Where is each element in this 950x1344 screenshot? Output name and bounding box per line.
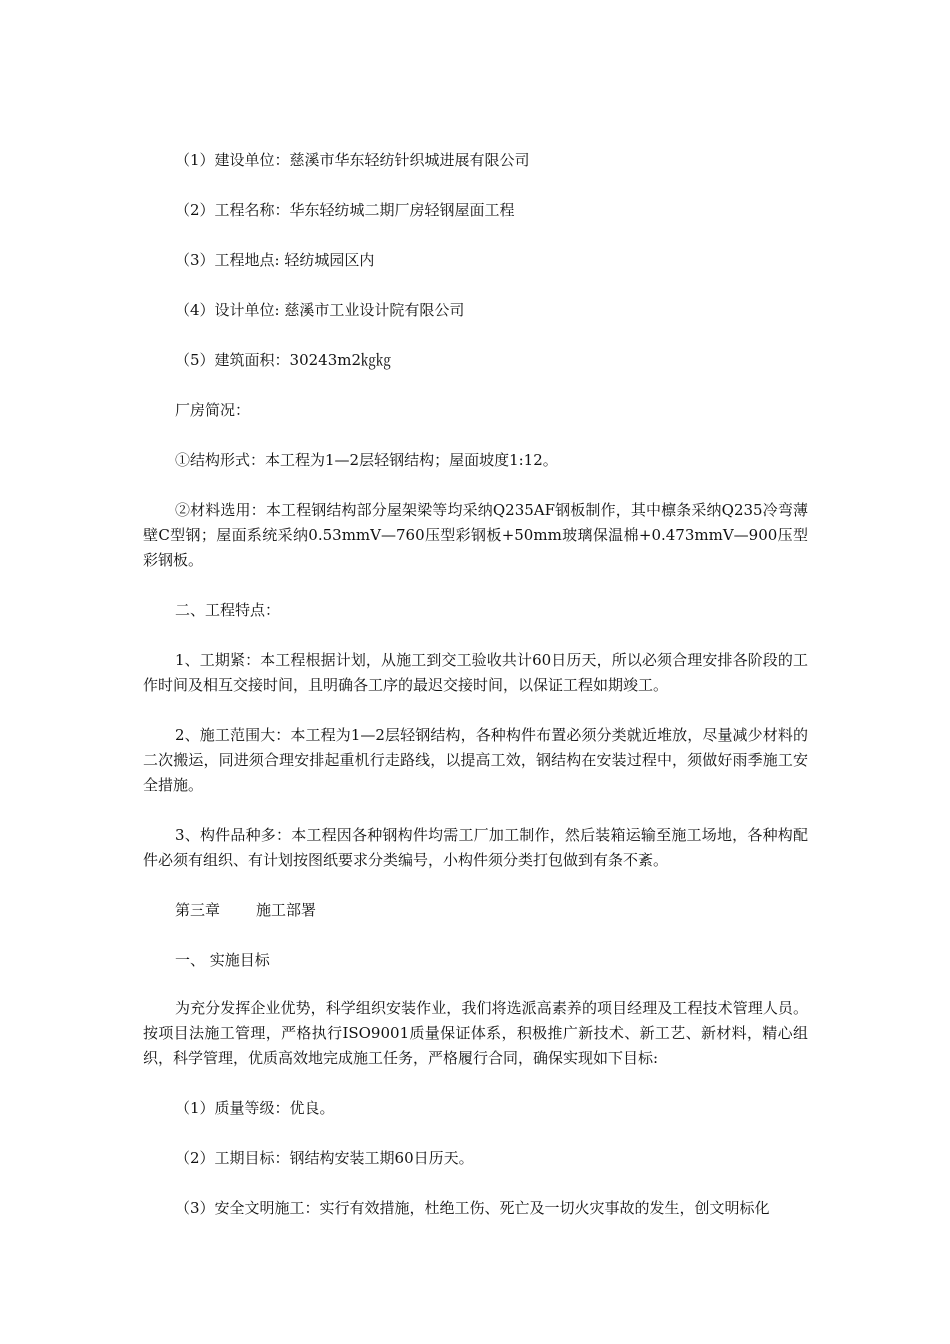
paragraph-structure-form: ①结构形式：本工程为1—2层轻钢结构；屋面坡度1:12。 [175,451,558,469]
paragraph-construction-unit: （1）建设单位：慈溪市华东轻纺针织城进展有限公司 [175,151,530,169]
paragraph-plant-overview: 厂房简况： [175,401,251,419]
section-heading-goals: 一、 实施目标 [175,951,270,969]
paragraph-material-selection: ②材料选用：本工程钢结构部分屋架梁等均采纳Q235AF钢板制作，其中檩条采纳Q235冷弯薄壁C型钢；屋面系统采纳0.53mmV—760压型彩钢板+50mm玻璃保温棉+0.473mmV—900压型彩钢板。 [143,501,808,569]
chapter-title: 施工部署 [256,901,317,919]
paragraph-feature-components: 3、构件品种多：本工程因各种钢构件均需工厂加工制作，然后装箱运输至施工场地，各种构配件必须有组织、有计划按图纸要求分类编号，小构件须分类打包做到有条不紊。 [143,826,808,869]
paragraph-safety-target: （3）安全文明施工：实行有效措施，杜绝工伤、死亡及一切火灾事故的发生，创文明标化 [175,1199,770,1217]
chapter-heading [143,898,808,923]
paragraph-project-location: （3）工程地点: 轻纺城园区内 [175,251,375,269]
paragraph-quality-grade: （1）质量等级：优良。 [175,1099,335,1117]
paragraph-schedule-target: （2）工期目标：钢结构安装工期60日历天。 [175,1149,474,1167]
paragraph-building-area: （5）建筑面积：30243m2㎏㎏ [175,351,392,369]
paragraph-design-unit: （4）设计单位: 慈溪市工业设计院有限公司 [175,301,465,319]
section-heading-features: 二、工程特点： [175,601,281,619]
paragraph-feature-schedule: 1、工期紧：本工程根据计划，从施工到交工验收共计60日历天，所以必须合理安排各阶段的工作时间及相互交接时间，且明确各工序的最迟交接时间，以保证工程如期竣工。 [143,651,808,694]
paragraph-feature-scope: 2、施工范围大：本工程为1—2层轻钢结构，各种构件布置必须分类就近堆放，尽量减少材料的二次搬运，同进须合理安排起重机行走路线，以提高工效，钢结构在安装过程中，须做好雨季施工安全措施。 [143,726,808,794]
paragraph-goals-intro: 为充分发挥企业优势，科学组织安装作业，我们将选派高素养的项目经理及工程技术管理人员。按项目法施工管理，严格执行ISO9001质量保证体系，积极推广新技术、新工艺、新材料，精心组织，科学管理，优质高效地完成施工任务，严格履行合同，确保实现如下目标: [143,999,808,1067]
chapter-number: 第三章 [175,901,221,919]
paragraph-project-name: （2）工程名称：华东轻纺城二期厂房轻钢屋面工程 [175,201,515,219]
